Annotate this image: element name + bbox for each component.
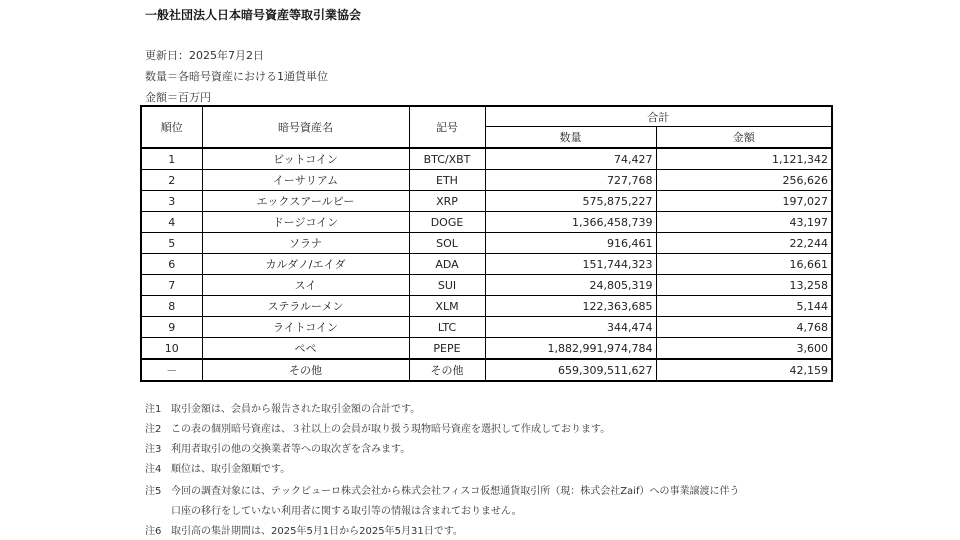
cell-amount: 1,121,342 [656,148,832,170]
note-5-continuation: 口座の移行をしていない利用者に関する取引等の情報は含まれておりません。 [171,506,522,517]
note-item [145,460,290,475]
cell-asset-name: スイ [202,275,409,296]
cell-quantity: 575,875,227 [485,191,656,212]
table-row [141,338,832,360]
cell-symbol: XRP [409,191,485,212]
cell-rank: 5 [141,233,202,254]
cell-amount: 197,027 [656,191,832,212]
amount-unit-note: 金額＝百万円 [145,91,211,104]
organization-title: 一般社団法人日本暗号資産等取引業協会 [145,8,362,22]
cell-rank: 9 [141,317,202,338]
table-row [141,275,832,296]
table-row [141,148,832,170]
cell-rank: 7 [141,275,202,296]
cell-symbol: BTC/XBT [409,148,485,170]
cell-symbol: ADA [409,254,485,275]
cell-rank: 2 [141,170,202,191]
cell-asset-name: エックスアールピー [202,191,409,212]
note-item [145,400,420,415]
trading-volume-table [140,105,833,382]
note-text: 今回の調査対象には、テックビューロ株式会社から株式会社フィスコ仮想通貨取引所（現：株式会社Zaif）への事業譲渡に伴う [171,486,740,497]
cell-quantity: 727,768 [485,170,656,191]
note-item [145,440,410,455]
cell-quantity: 659,309,511,627 [485,359,656,381]
table-header [141,106,832,148]
note-tag: 注5 [145,486,162,497]
cell-asset-name: カルダノ/エイダ [202,254,409,275]
cell-symbol: PEPE [409,338,485,360]
note-item [145,420,610,435]
cell-rank: 6 [141,254,202,275]
cell-asset-name: ライトコイン [202,317,409,338]
cell-amount: 256,626 [656,170,832,191]
note-text: この表の個別暗号資産は、３社以上の会員が取り扱う現物暗号資産を選択して作成しております。 [171,424,611,435]
cell-symbol: ETH [409,170,485,191]
cell-quantity: 916,461 [485,233,656,254]
cell-rank: － [141,359,202,381]
table-body [141,148,832,381]
cell-rank: 1 [141,148,202,170]
cell-quantity: 1,366,458,739 [485,212,656,233]
cell-amount: 22,244 [656,233,832,254]
cell-rank: 10 [141,338,202,360]
note-item [145,522,463,537]
header-asset-name: 暗号資産名 [202,106,409,148]
cell-amount: 3,600 [656,338,832,360]
cell-rank: 3 [141,191,202,212]
cell-quantity: 122,363,685 [485,296,656,317]
cell-symbol: XLM [409,296,485,317]
note-tag: 注1 [145,404,162,415]
note-text: 順位は、取引金額順です。 [171,464,291,475]
note-text: 取引高の集計期間は、2025年5月1日から2025年5月31日です。 [171,526,463,537]
cell-asset-name: その他 [202,359,409,381]
table-row [141,170,832,191]
quantity-unit-note: 数量＝各暗号資産における1通貨単位 [145,70,328,83]
header-total: 合計 [485,106,832,127]
cell-symbol: LTC [409,317,485,338]
cell-asset-name: ソラナ [202,233,409,254]
table-row [141,233,832,254]
cell-rank: 4 [141,212,202,233]
note-text: 利用者取引の他の交換業者等への取次ぎを含みます。 [171,444,411,455]
cell-asset-name: ペペ [202,338,409,360]
note-item [145,482,739,497]
cell-symbol: SUI [409,275,485,296]
header-amount: 金額 [656,127,832,149]
table-row [141,191,832,212]
update-date: 更新日：2025年7月2日 [145,49,264,62]
table-row [141,212,832,233]
cell-amount: 43,197 [656,212,832,233]
table-row [141,254,832,275]
cell-amount: 13,258 [656,275,832,296]
cell-quantity: 24,805,319 [485,275,656,296]
note-text: 取引金額は、会員から報告された取引金額の合計です。 [171,404,421,415]
cell-symbol: DOGE [409,212,485,233]
cell-quantity: 1,882,991,974,784 [485,338,656,360]
cell-rank: 8 [141,296,202,317]
cell-amount: 16,661 [656,254,832,275]
note-tag: 注2 [145,424,162,435]
note-tag: 注6 [145,526,162,537]
table-row [141,359,832,381]
cell-asset-name: イーサリアム [202,170,409,191]
cell-symbol: SOL [409,233,485,254]
cell-quantity: 344,474 [485,317,656,338]
cell-asset-name: ステラルーメン [202,296,409,317]
cell-amount: 4,768 [656,317,832,338]
cell-asset-name: ドージコイン [202,212,409,233]
cell-quantity: 151,744,323 [485,254,656,275]
cell-asset-name: ビットコイン [202,148,409,170]
table-row [141,317,832,338]
table-row [141,296,832,317]
cell-quantity: 74,427 [485,148,656,170]
note-tag: 注3 [145,444,162,455]
cell-amount: 42,159 [656,359,832,381]
header-symbol: 記号 [409,106,485,148]
header-quantity: 数量 [485,127,656,149]
header-rank: 順位 [141,106,202,148]
note-tag: 注4 [145,464,162,475]
cell-symbol: その他 [409,359,485,381]
cell-amount: 5,144 [656,296,832,317]
